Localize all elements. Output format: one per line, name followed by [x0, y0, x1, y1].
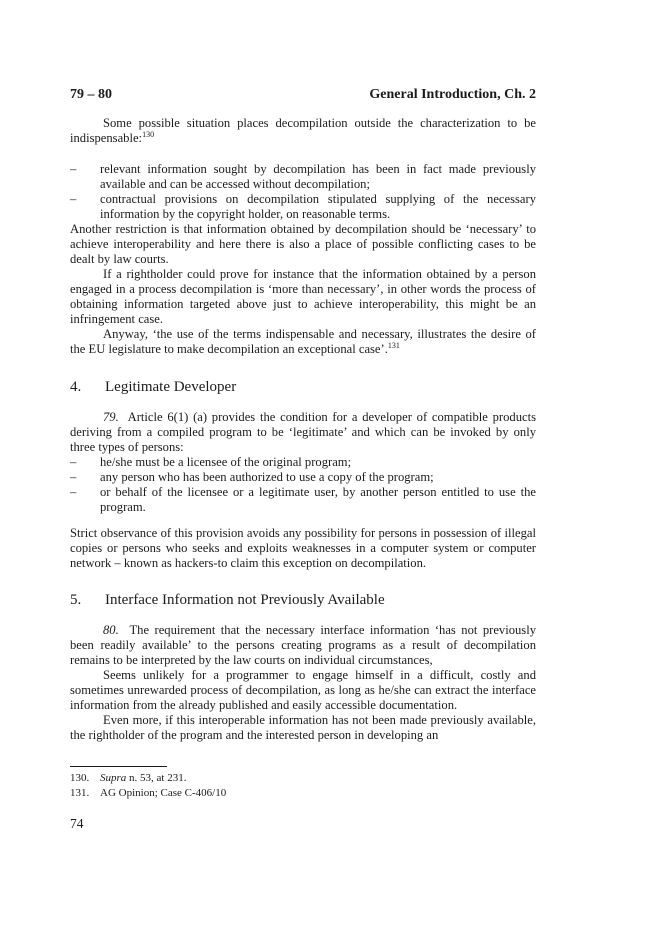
paragraph-rightholder: If a rightholder could prove for instance that the information obtained by a person engaged in a process decompilation is ‘more than necessary’, in other words the process of obtaining information targeted above just to achieve interoperability, this might be an infringement case. — [70, 267, 536, 326]
list-item — [70, 455, 536, 470]
footnote-rest: AG Opinion; Case C-406/10 — [100, 786, 227, 799]
footnote-block — [70, 766, 536, 800]
paragraph-strict-observance: Strict observance of this provision avoids any possibility for persons in possession of illegal copies or persons who seeks and exploits weaknesses in a computer system or computer network – known as hackers-to claim this exception on decompilation. — [70, 526, 536, 570]
list-item-text: or behalf of the licensee or a legitimate user, by another person entitled to use the program. — [100, 485, 536, 514]
bullet-list-b — [70, 455, 536, 515]
running-header — [70, 86, 536, 103]
list-item — [70, 485, 536, 515]
section-number: 5. — [70, 592, 82, 608]
list-item — [70, 192, 536, 222]
section-title: Interface Information not Previously Available — [105, 592, 385, 608]
paragraph-anyway — [70, 327, 536, 357]
dash-marker: – — [70, 192, 77, 206]
list-item — [70, 470, 536, 485]
header-page-range: 79 – 80 — [70, 87, 112, 102]
paragraph-intro-text: Some possible situation places decompilation outside the characterization to be indispensable: — [70, 116, 536, 145]
footnote-number: 130. — [70, 772, 90, 784]
dash-marker: – — [70, 470, 77, 484]
paragraph-80-text: The requirement that the necessary interface information ‘has not previously been readily available’ to the persons creating programs as a result of decompilation remains to be interpreted by the law courts on individual circumstances, — [70, 623, 536, 667]
paragraph-79-text: Article 6(1) (a) provides the condition for a developer of compatible products deriving from a compiled program to be ‘legitimate’ and which can be invoked by only three types of persons: — [70, 410, 536, 454]
paragraph-intro — [70, 116, 536, 146]
bullet-list-a — [70, 162, 536, 222]
text-block — [70, 86, 536, 832]
footnote-divider — [70, 766, 167, 767]
paragraph-79 — [70, 410, 536, 455]
dash-marker: – — [70, 455, 77, 469]
footnote-ref-130: 130 — [142, 129, 155, 139]
paragraph-seems-unlikely: Seems unlikely for a programmer to engage himself in a difficult, costly and sometimes unrewarded process of decompilation, as long as he/she can extract the interface information from the already published and easily accessible documentation. — [70, 668, 536, 712]
footnote-rest: n. 53, at 231. — [126, 772, 187, 784]
section-number: 4. — [70, 379, 82, 395]
list-item-text: contractual provisions on decompilation stipulated supplying of the necessary information by the copyright holder, on reasonable terms. — [100, 192, 536, 221]
paragraph-even-more: Even more, if this interoperable information has not been made previously available, the rightholder of the program and the interested person in developing an — [70, 713, 536, 742]
list-item-text: any person who has been authorized to use a copy of the program; — [100, 470, 434, 484]
footnote-text — [100, 786, 226, 801]
page-number: 74 — [70, 816, 84, 831]
list-item-text: he/she must be a licensee of the original program; — [100, 455, 352, 469]
dash-marker: – — [70, 162, 77, 176]
footnote-130 — [70, 771, 536, 786]
dash-marker: – — [70, 485, 77, 499]
paragraph-anyway-text: Anyway, ‘the use of the terms indispensable and necessary, illustrates the desire of the EU legislature to make decompilation an exceptional case’. — [70, 327, 536, 356]
paragraph-another-restriction: Another restriction is that information obtained by decompilation should be ‘necessary’ to achieve interoperability and here there is also a place of possible conflicting cases to be dealt by law courts. — [70, 222, 536, 266]
header-chapter-title: General Introduction, Ch. 2 — [369, 87, 536, 102]
list-item — [70, 162, 536, 192]
list-item-text: relevant information sought by decompilation has been in fact made previously available and can be accessed without decompilation; — [100, 162, 536, 191]
footnote-text — [100, 771, 186, 786]
footnote-number: 131. — [70, 786, 90, 799]
section-heading-4 — [70, 378, 536, 397]
footnote-131 — [70, 786, 536, 801]
paragraph-number: 80. — [103, 623, 119, 637]
paragraph-number: 79. — [103, 410, 119, 424]
footnote-italic-lead: Supra — [100, 772, 127, 784]
footnote-ref-131: 131 — [387, 340, 400, 350]
section-heading-5 — [70, 591, 536, 610]
paragraph-80 — [70, 623, 536, 668]
section-title: Legitimate Developer — [105, 379, 237, 395]
